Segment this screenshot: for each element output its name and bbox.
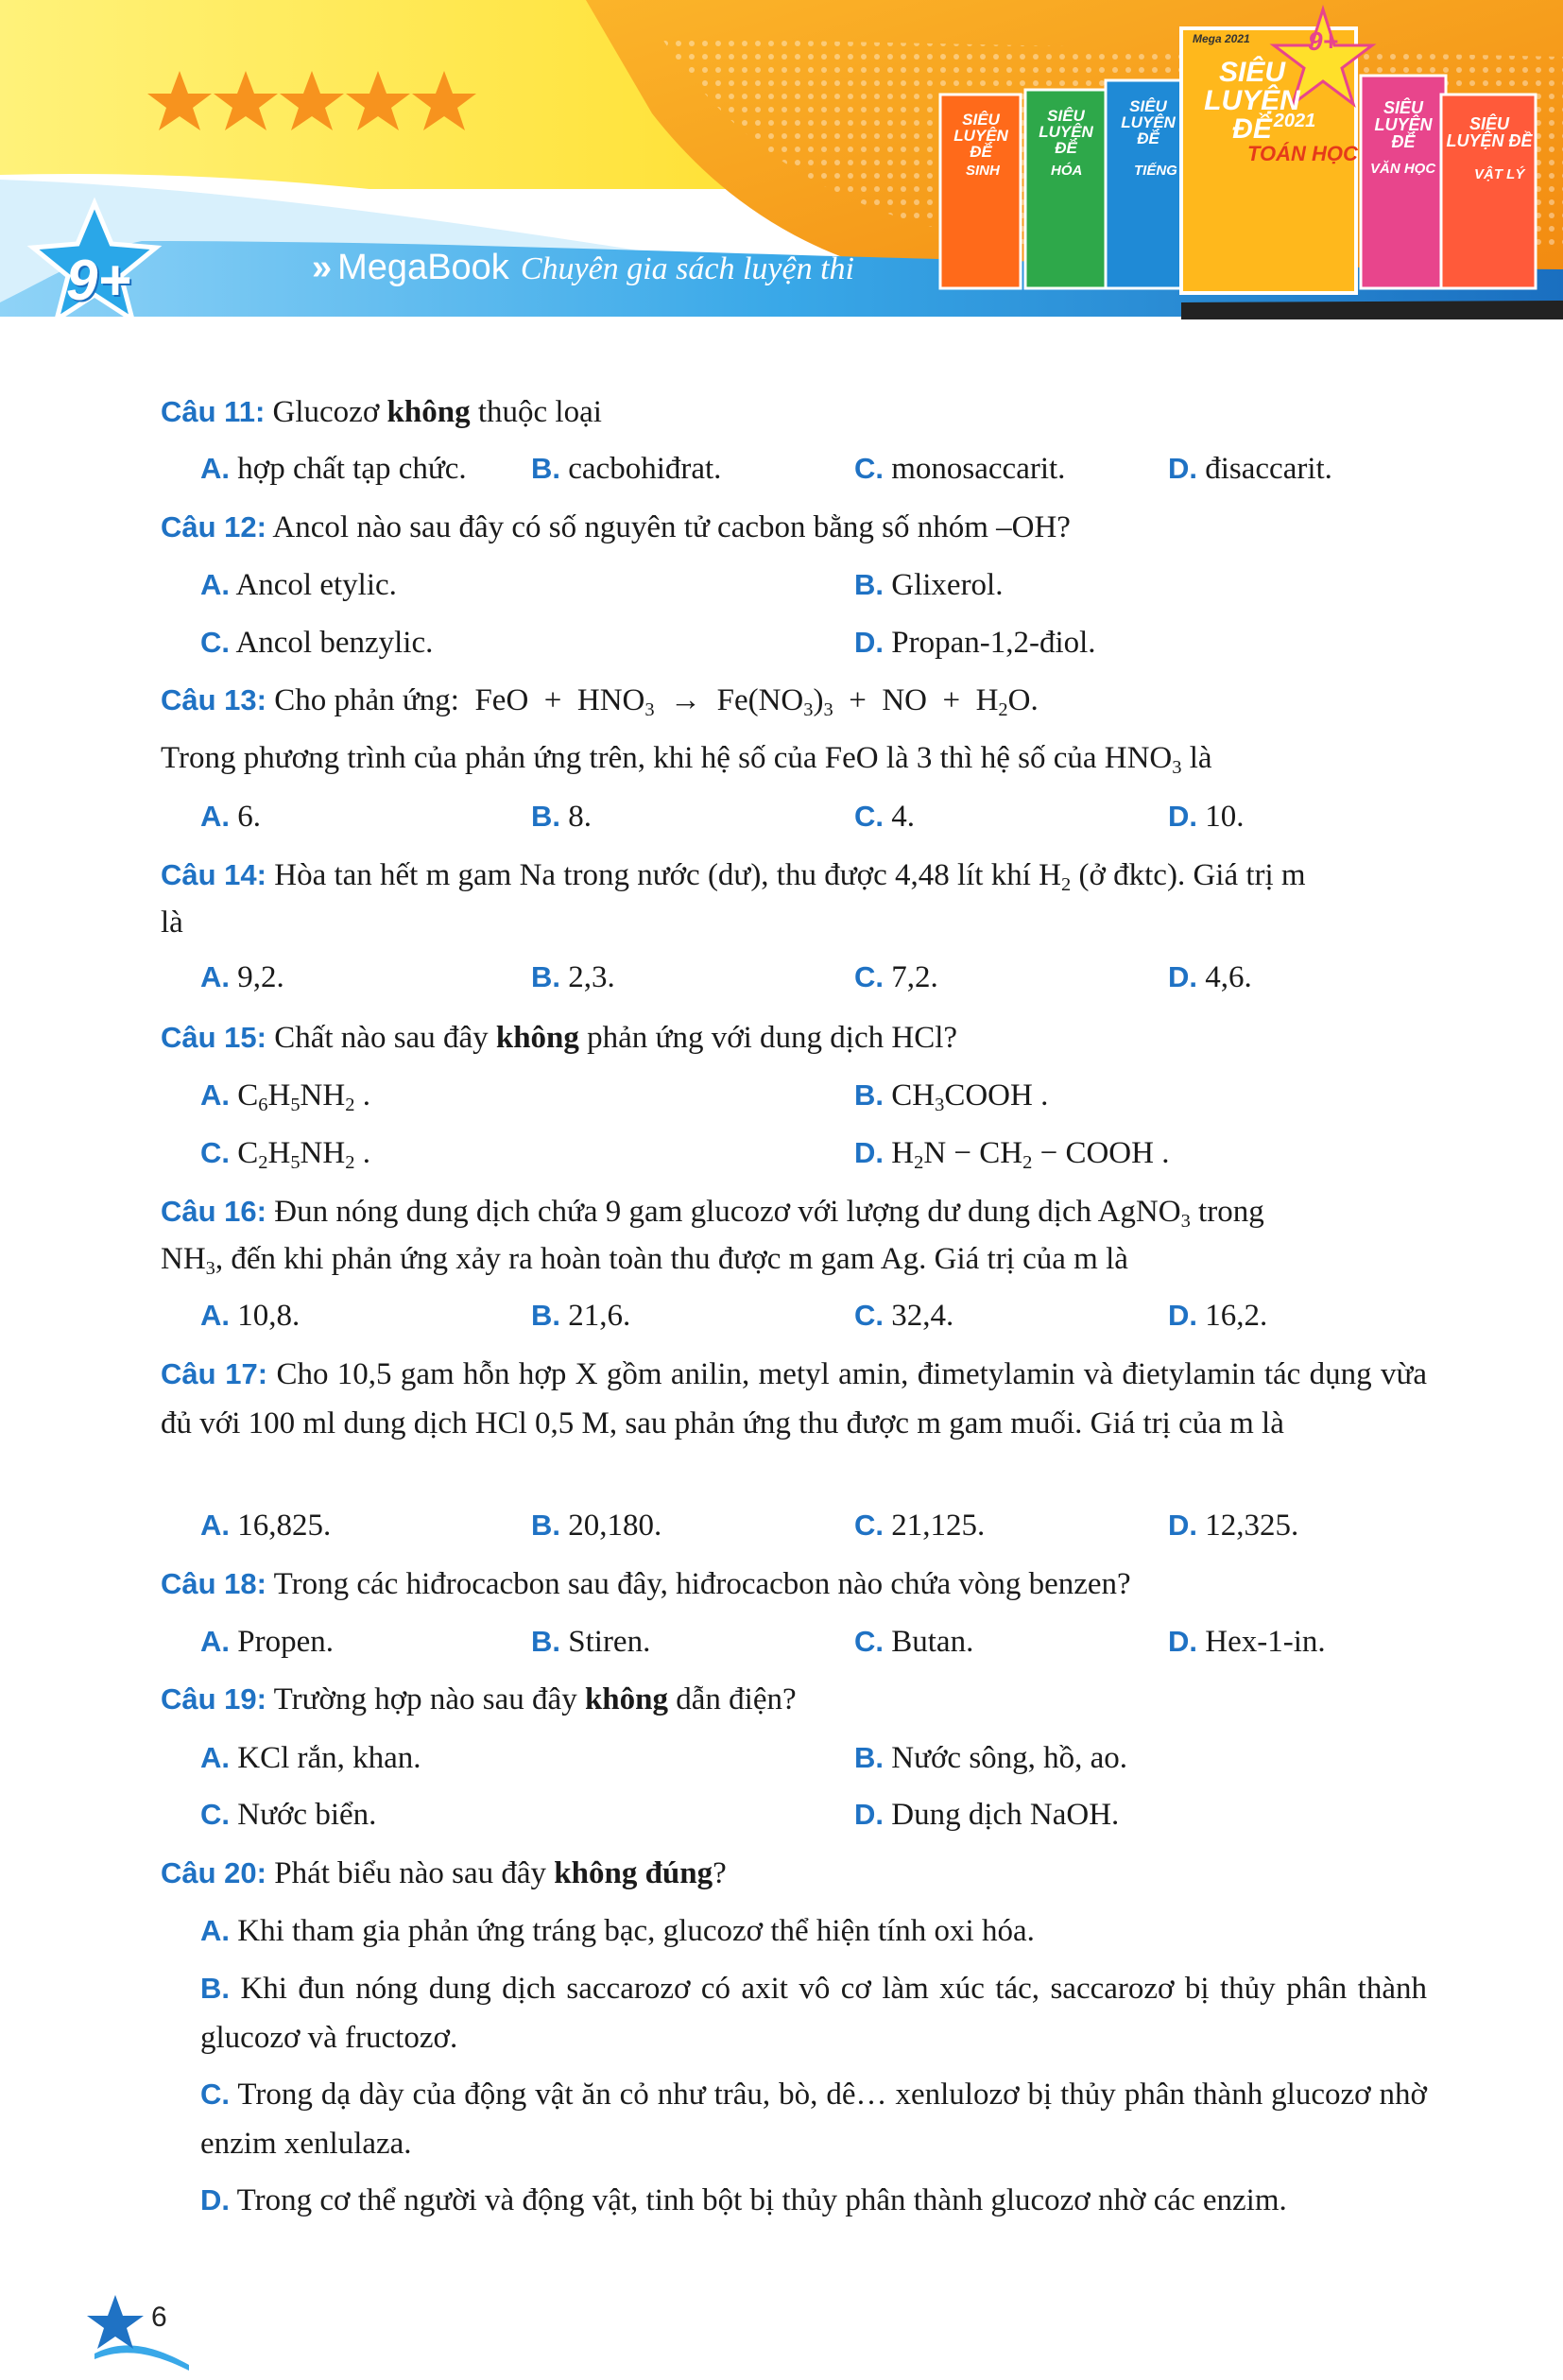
book-series-label: Mega 2021 bbox=[1193, 32, 1250, 45]
option-c: C. 32,4. bbox=[854, 1299, 954, 1333]
book-title-physics: SIÊU LUYỆN ĐỀ bbox=[1446, 114, 1533, 150]
option-c: C. monosaccarit. bbox=[854, 452, 1066, 486]
book-title-english: SIÊU LUYỆN ĐỀ bbox=[1121, 97, 1176, 147]
option-b: B. $CH_3COOH$ . bbox=[854, 1078, 1049, 1116]
question-14: Câu 14: Hòa tan hết m gam Na trong nước (dư), thu được 4,48 lít khí $H_2$ (ở đktc). Giá trị m bbox=[161, 858, 1306, 896]
option-d: D. 16,2. bbox=[1168, 1299, 1268, 1333]
option-d: D. Dung dịch NaOH. bbox=[854, 1798, 1120, 1832]
option-d: D. 10. bbox=[1168, 800, 1245, 834]
question-18: Câu 18: Trong các hiđrocacbon sau đây, hiđrocacbon nào chứa vòng benzen? bbox=[161, 1567, 1131, 1601]
option-c: C. Butan. bbox=[854, 1625, 974, 1659]
option-a: A. 9,2. bbox=[200, 960, 284, 994]
option-d: D. Propan-1,2-điol. bbox=[854, 626, 1096, 660]
option-d: D. Hex-1-in. bbox=[1168, 1625, 1326, 1659]
question-12: Câu 12: Ancol nào sau đây có số nguyên tử cacbon bằng số nhóm –OH? bbox=[161, 510, 1071, 544]
option-b: B. Stiren. bbox=[531, 1625, 651, 1659]
option-a: A. 6. bbox=[200, 800, 261, 834]
book-title-main: SIÊU LUYỆN ĐỀ bbox=[1204, 57, 1300, 145]
option-a: A. $C_6H_5NH_2$ . bbox=[200, 1078, 370, 1116]
book-subject-literature: VĂN HỌC bbox=[1370, 161, 1436, 177]
book-badge-main: 9+ bbox=[1308, 26, 1338, 56]
option-a: A. hợp chất tạp chức. bbox=[200, 452, 467, 486]
question-16: Câu 16: Đun nóng dung dịch chứa 9 gam glucozơ với lượng dư dung dịch AgNO$_3$ trong bbox=[161, 1195, 1264, 1233]
option-c: C. Nước biển. bbox=[200, 1798, 377, 1832]
question-label: Câu 11: bbox=[161, 395, 266, 428]
footer-star-icon bbox=[85, 2287, 198, 2372]
question-19: Câu 19: Trường hợp nào sau đây không dẫn điện? bbox=[161, 1682, 797, 1716]
option-b: B. 2,3. bbox=[531, 960, 615, 994]
book-year-main: 2021 bbox=[1273, 111, 1316, 131]
reaction-equation: FeO + $HNO_3 \to Fe(NO_3)_3$ + NO + $H_2O$. bbox=[467, 683, 1039, 721]
option-c: C. 7,2. bbox=[854, 960, 938, 994]
option-d: D. 4,6. bbox=[1168, 960, 1252, 994]
question-16-line2: $NH_3$, đến khi phản ứng xảy ra hoàn toàn thu được m gam Ag. Giá trị của m là bbox=[161, 1242, 1128, 1280]
option-b: B. Nước sông, hồ, ao. bbox=[854, 1741, 1128, 1775]
option-d: D. $H_2N - CH_2$ − COOH . bbox=[854, 1136, 1170, 1174]
brand-line bbox=[312, 248, 854, 288]
book-subject-chemistry: HÓA bbox=[1051, 163, 1083, 179]
question-15: Câu 15: Chất nào sau đây không phản ứng với dung dịch HCl? bbox=[161, 1021, 958, 1055]
book-subject-biology: SINH bbox=[966, 163, 1000, 179]
option-b: B. 21,6. bbox=[531, 1299, 631, 1333]
option-c: C. $C_2H_5NH_2$ . bbox=[200, 1136, 370, 1174]
option-c: C. Ancol benzylic. bbox=[200, 626, 434, 660]
option-b: B. 20,180. bbox=[531, 1509, 662, 1543]
book-title-chemistry: SIÊU LUYỆN ĐỀ bbox=[1039, 107, 1093, 157]
option-a: A. Khi tham gia phản ứng tráng bạc, glucozơ thể hiện tính oxi hóa. bbox=[200, 1914, 1035, 1948]
option-c: C. 4. bbox=[854, 800, 915, 834]
option-d: D. 12,325. bbox=[1168, 1509, 1299, 1543]
option-b: B. 8. bbox=[531, 800, 592, 834]
option-a: A. Ancol etylic. bbox=[200, 568, 397, 602]
question-11: Câu 11: Glucozơ không thuộc loại bbox=[161, 395, 602, 429]
question-13-line2: Trong phương trình của phản ứng trên, khi hệ số của FeO là 3 thì hệ số của $HNO_3$ là bbox=[161, 741, 1212, 779]
book-subject-english: TIẾNG bbox=[1134, 163, 1177, 179]
book-subject-physics: VẬT LÝ bbox=[1474, 166, 1525, 182]
option-a: A. Propen. bbox=[200, 1625, 334, 1659]
brand-name: MegaBook bbox=[337, 248, 509, 287]
option-d: D. Trong cơ thể người và động vật, tinh bột bị thủy phân thành glucozơ nhờ các enzim. bbox=[200, 2183, 1287, 2217]
option-b: B. cacbohiđrat. bbox=[531, 452, 722, 486]
megabook-logo-icon: » bbox=[312, 248, 329, 287]
option-c: C. Trong dạ dày của động vật ăn cỏ như trâu, bò, dê… xenlulozơ bị thủy phân thành glucozơ nhờ enzim xenlulaza. bbox=[200, 2078, 1427, 2161]
question-20: Câu 20: Phát biểu nào sau đây không đúng? bbox=[161, 1856, 727, 1890]
question-13: Câu 13: Cho phản ứng: FeO + $HNO_3 \to Fe(NO_3)_3$ + NO + $H_2O$. bbox=[161, 683, 1039, 721]
book-subject-math: TOÁN HỌC bbox=[1247, 142, 1358, 165]
page-number: 6 bbox=[151, 2302, 167, 2333]
option-d: D. đisaccarit. bbox=[1168, 452, 1332, 486]
option-b: B. Glixerol. bbox=[854, 568, 1004, 602]
option-c: C. 21,125. bbox=[854, 1509, 986, 1543]
option-a: A. 16,825. bbox=[200, 1509, 332, 1543]
nine-plus-badge: 9+ bbox=[66, 249, 131, 312]
brand-tagline: Chuyên gia sách luyện thi bbox=[520, 251, 854, 286]
option-b: B. Khi đun nóng dung dịch saccarozơ có axit vô cơ làm xúc tác, saccarozơ bị thủy phân thành glucozơ và fructozơ. bbox=[200, 1972, 1427, 2055]
header-banner bbox=[0, 0, 1563, 326]
book-title-biology: SIÊU LUYỆN ĐỀ bbox=[953, 111, 1008, 161]
question-14-line2: là bbox=[161, 905, 183, 940]
question-17: Câu 17: Cho 10,5 gam hỗn hợp X gồm anilin, metyl amin, đimetylamin và đietylamin tác dụng vừa đủ với 100 ml dung dịch HCl 0,5 M, sau phản ứng thu được m gam muối. Giá trị của m là bbox=[161, 1357, 1428, 1440]
option-a: A. KCl rắn, khan. bbox=[200, 1741, 421, 1775]
book-title-literature: SIÊU LUYỆN ĐỀ bbox=[1374, 98, 1433, 151]
option-a: A. 10,8. bbox=[200, 1299, 301, 1333]
